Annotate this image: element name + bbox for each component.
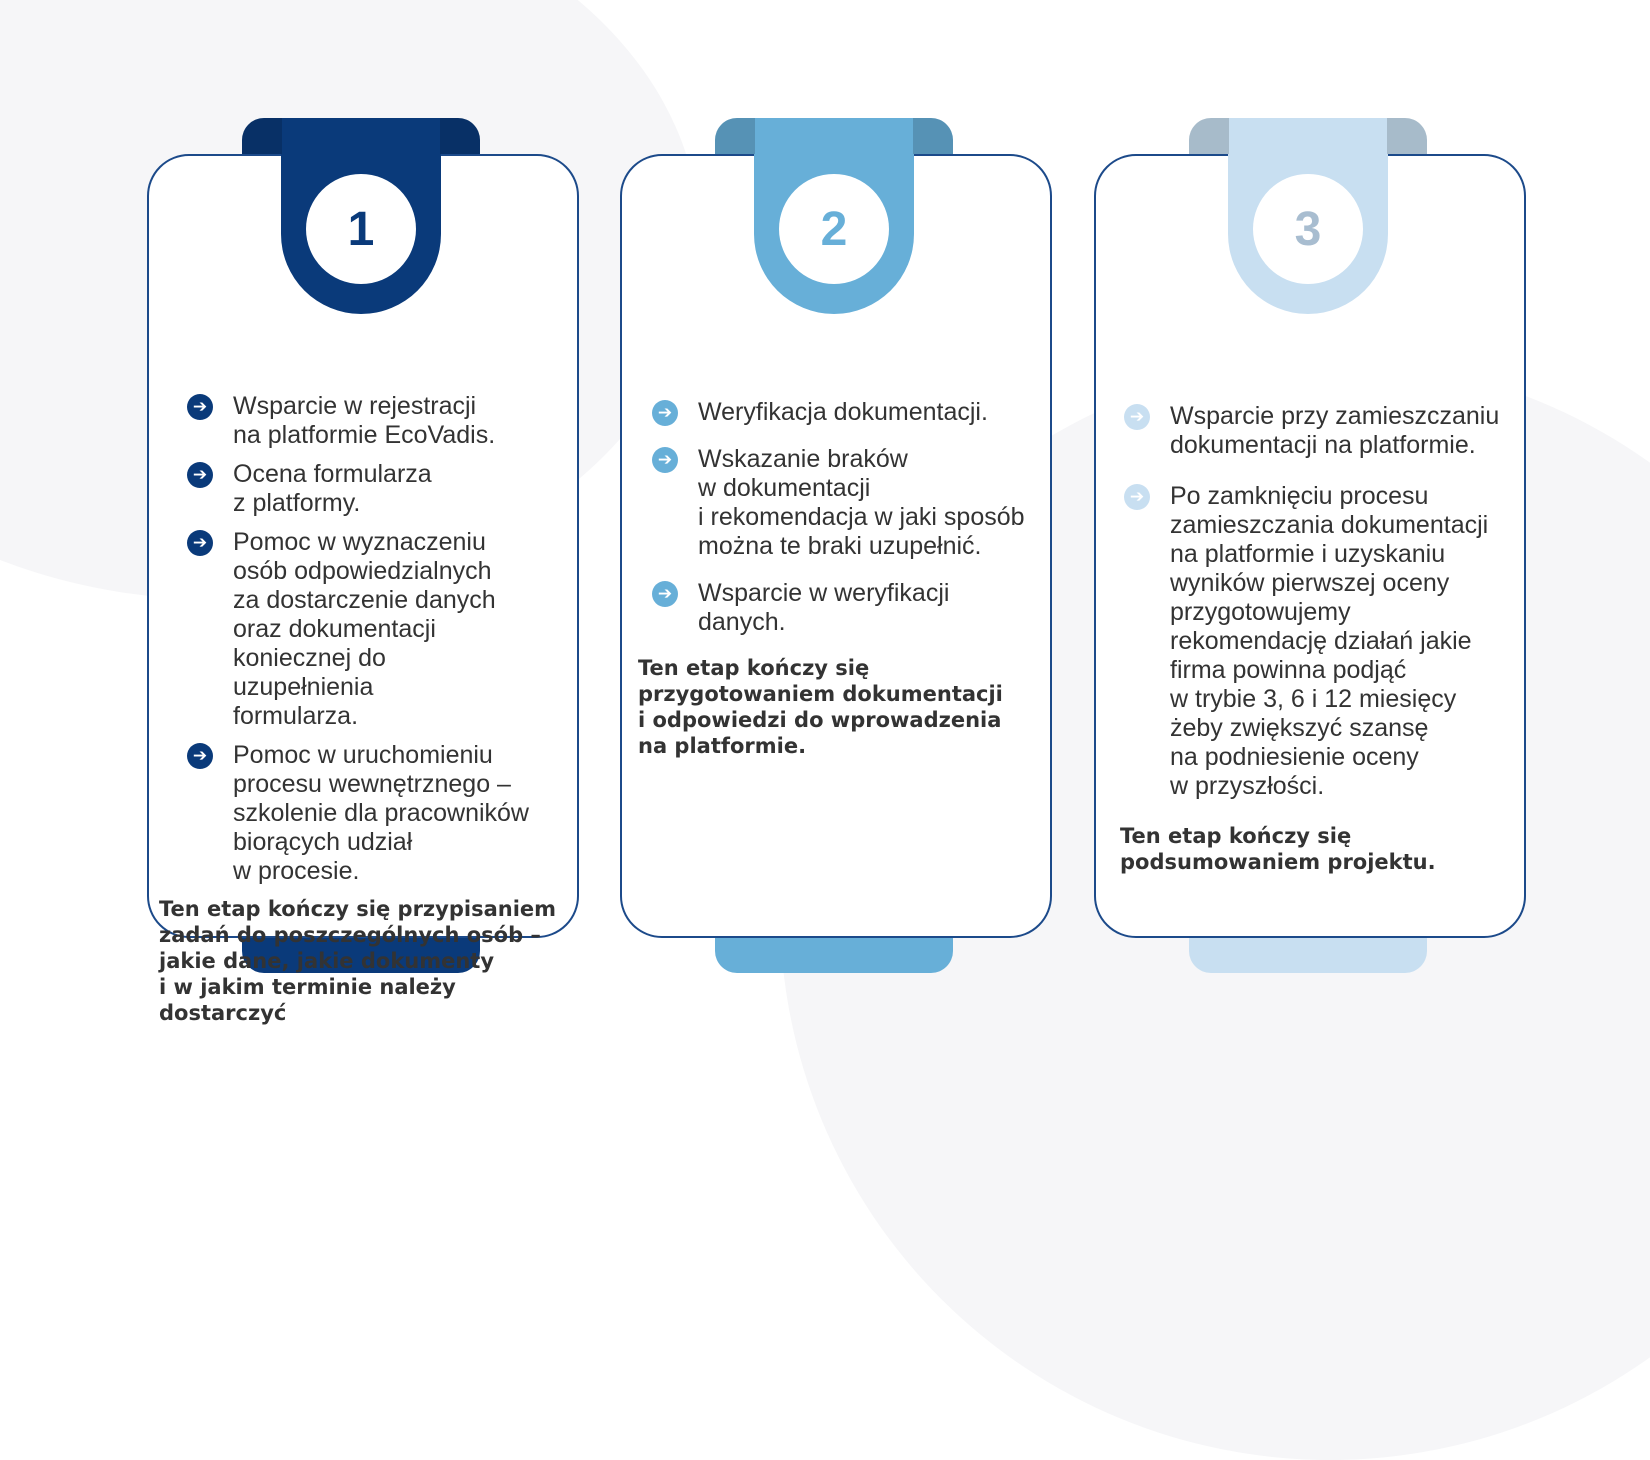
- list-item-text: Pomoc w uruchomieniu procesu wewnętrznego – szkolenie dla pracowników biorących udział w procesie.: [233, 741, 529, 885]
- step-2-summary: Ten etap kończy się przygotowaniem dokumentacji i odpowiedzi do wprowadzenia na platformie.: [638, 656, 1003, 758]
- list-item: [652, 398, 1044, 427]
- list-item: [187, 460, 567, 518]
- step-2-content: [638, 398, 1044, 759]
- arrow-right-circle-icon: ➔: [1124, 484, 1150, 510]
- list-item: [1124, 402, 1524, 460]
- step-card-1: [147, 118, 579, 1025]
- arrow-right-circle-icon: ➔: [187, 394, 213, 420]
- arrow-right-circle-icon: ➔: [652, 447, 678, 473]
- list-item-text: Wsparcie w rejestracji na platformie EcoVadis.: [233, 392, 496, 449]
- list-item-text: Wskazanie braków w dokumentacji i rekomendacja w jaki sposób można te braki uzupełnić.: [698, 445, 1025, 560]
- list-item-text: Ocena formularza z platformy.: [233, 460, 432, 517]
- step-2-badge: [754, 154, 914, 314]
- step-1-badge: [281, 154, 441, 314]
- list-item-text: Wsparcie w weryfikacji danych.: [698, 579, 950, 636]
- step-1-number: 1: [306, 174, 416, 284]
- list-item: [652, 445, 1044, 561]
- step-3-number: 3: [1253, 174, 1363, 284]
- list-item: [187, 392, 567, 450]
- step-card-3: [1094, 118, 1526, 973]
- list-item: [1124, 482, 1524, 801]
- arrow-right-circle-icon: ➔: [652, 400, 678, 426]
- list-item-text: Po zamknięciu procesu zamieszczania dokumentacji na platformie i uzyskaniu wyników pierwszej oceny przygotowujemy rekomendację działań jakie firma powinna podjąć w trybie 3, 6 i 12 miesięcy żeby zwiększyć szansę na podniesienie oceny w przyszłości.: [1170, 482, 1489, 800]
- step-2-number: 2: [779, 174, 889, 284]
- step-3-summary: Ten etap kończy się podsumowaniem projektu.: [1120, 824, 1436, 874]
- list-item-text: Pomoc w wyznaczeniu osób odpowiedzialnych za dostarczenie danych oraz dokumentacji koniecznej do uzupełnienia formularza.: [233, 528, 496, 730]
- step-card-2: [620, 118, 1052, 973]
- list-item-text: Wsparcie przy zamieszczaniu dokumentacji na platformie.: [1170, 402, 1500, 459]
- arrow-right-circle-icon: ➔: [652, 581, 678, 607]
- arrow-right-circle-icon: ➔: [187, 462, 213, 488]
- list-item: [187, 528, 567, 731]
- arrow-right-circle-icon: ➔: [1124, 404, 1150, 430]
- list-item-text: Weryfikacja dokumentacji.: [698, 398, 988, 426]
- list-item: [652, 579, 1044, 637]
- step-1-summary: Ten etap kończy się przypisaniem zadań do poszczególnych osób – jakie dane, jakie dokumenty i w jakim terminie należy dostarczyć: [159, 897, 557, 1025]
- arrow-right-circle-icon: ➔: [187, 530, 213, 556]
- step-3-content: [1120, 402, 1524, 875]
- list-item: [187, 741, 567, 886]
- step-1-content: [159, 392, 567, 1026]
- step-3-badge: [1228, 154, 1388, 314]
- arrow-right-circle-icon: ➔: [187, 743, 213, 769]
